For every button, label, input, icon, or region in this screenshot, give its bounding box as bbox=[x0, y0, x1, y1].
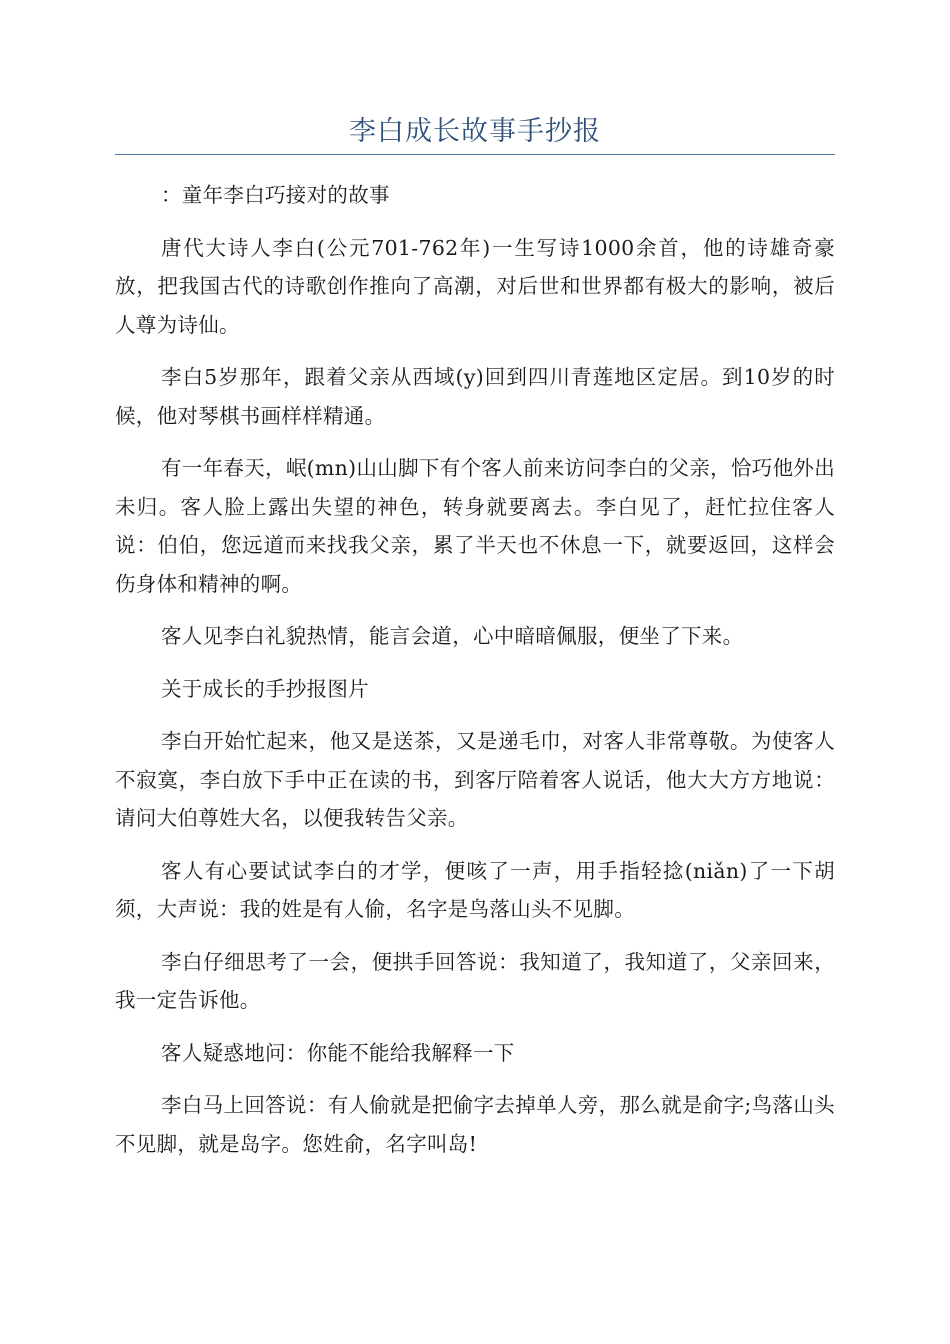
paragraph: 客人疑惑地问：你能不能给我解释一下 bbox=[161, 1040, 515, 1065]
document-body bbox=[115, 176, 835, 1177]
paragraph: 李白马上回答说：有人偷就是把偷字去掉单人旁，那么就是俞字;鸟落山头不见脚，就是岛字。您姓俞，名字叫岛! bbox=[115, 1093, 835, 1156]
paragraph-subtitle: ：童年李白巧接对的故事 bbox=[161, 183, 390, 207]
paragraph: 客人有心要试试李白的才学，便咳了一声，用手指轻捻(niǎn)了一下胡须，大声说：我的姓是有人偷，名字是鸟落山头不见脚。 bbox=[115, 858, 835, 921]
paragraph: 有一年春天，岷(mn)山山脚下有个客人前来访问李白的父亲，恰巧他外出未归。客人脸上露出失望的神色，转身就要离去。李白见了，赶忙拉住客人说：伯伯，您远道而来找我父亲，累了半天也不休息一下，就要返回，这样会伤身体和精神的啊。 bbox=[115, 456, 835, 596]
paragraph: 李白仔细思考了一会，便拱手回答说：我知道了，我知道了，父亲回来，我一定告诉他。 bbox=[115, 949, 835, 1012]
title-divider bbox=[115, 154, 835, 155]
paragraph: 客人见李白礼貌热情，能言会道，心中暗暗佩服，便坐了下来。 bbox=[161, 624, 744, 648]
paragraph: 李白5岁那年，跟着父亲从西域(y)回到四川青莲地区定居。到10岁的时候，他对琴棋书画样样精通。 bbox=[115, 365, 835, 428]
page-title: 李白成长故事手抄报 bbox=[349, 116, 601, 147]
paragraph: 李白开始忙起来，他又是送茶，又是递毛巾，对客人非常尊敬。为使客人不寂寞，李白放下手中正在读的书，到客厅陪着客人说话，他大大方方地说：请问大伯尊姓大名，以便我转告父亲。 bbox=[115, 729, 835, 830]
paragraph: 唐代大诗人李白(公元701-762年)一生写诗1000余首，他的诗雄奇豪放，把我国古代的诗歌创作推向了高潮，对后世和世界都有极大的影响，被后人尊为诗仙。 bbox=[115, 235, 835, 337]
paragraph-heading: 关于成长的手抄报图片 bbox=[161, 676, 369, 701]
